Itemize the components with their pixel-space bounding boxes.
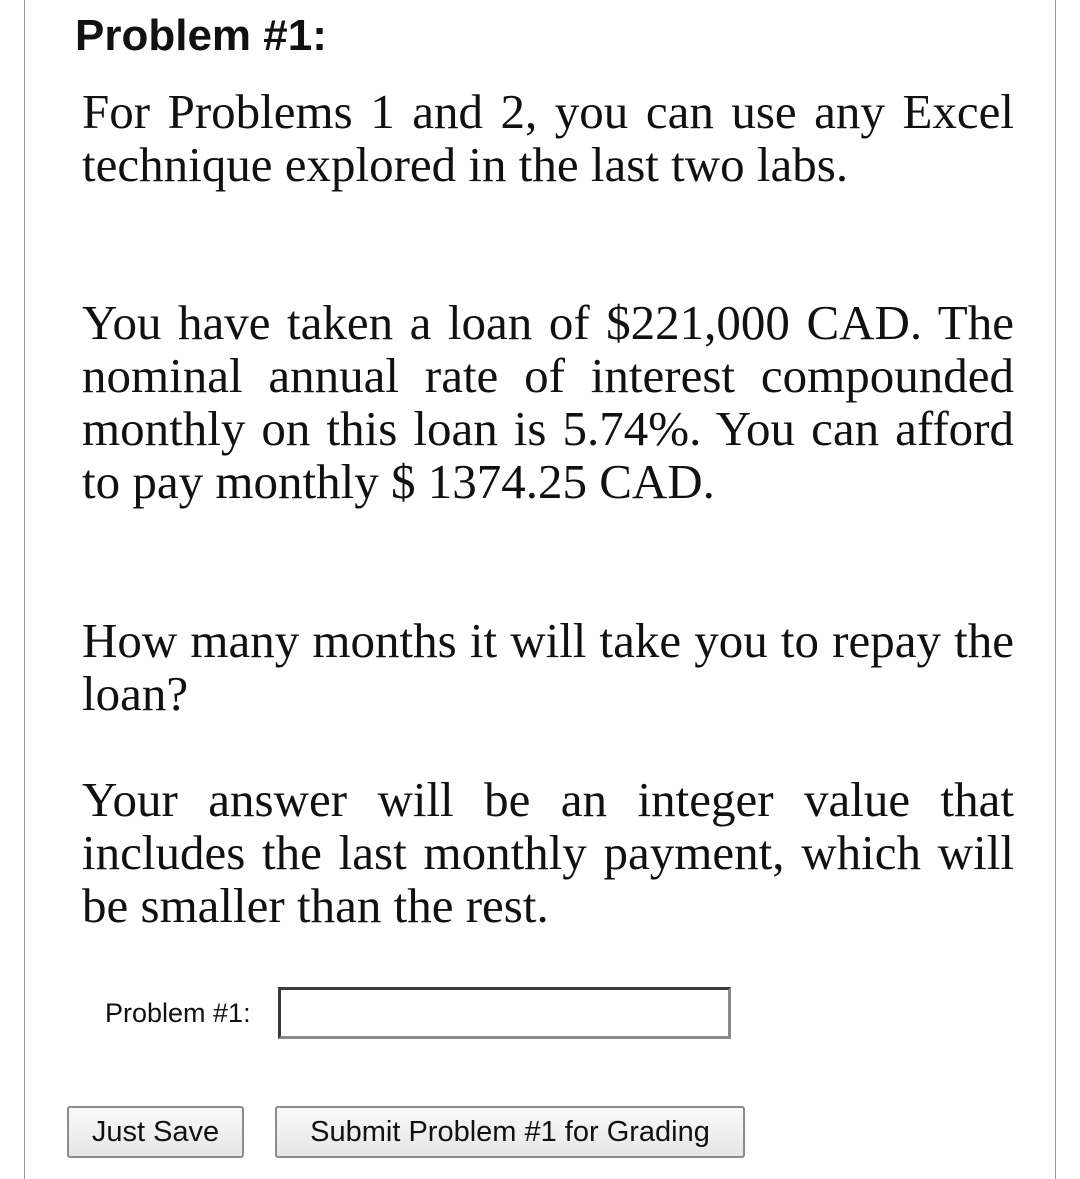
answer-label: Problem #1: xyxy=(105,998,251,1028)
problem-loan-details: You have taken a loan of $221,000 CAD. The nominal annual rate of interest compounded monthly on this loan is 5.74%. You can afford to pay monthly $ 1374.25 CAD. xyxy=(82,295,1014,509)
answer-input[interactable] xyxy=(278,987,731,1039)
problem-question: How many months it will take you to repay the loan? xyxy=(82,613,1014,721)
submit-for-grading-button[interactable]: Submit Problem #1 for Grading xyxy=(275,1106,745,1158)
problem-title: Problem #1: xyxy=(75,11,327,60)
just-save-button[interactable]: Just Save xyxy=(67,1106,244,1158)
problem-instructions: For Problems 1 and 2, you can use any Excel technique explored in the last two labs. xyxy=(82,84,1014,192)
problem-answer-note: Your answer will be an integer value that includes the last monthly payment, which will be smaller than the rest. xyxy=(82,772,1014,933)
